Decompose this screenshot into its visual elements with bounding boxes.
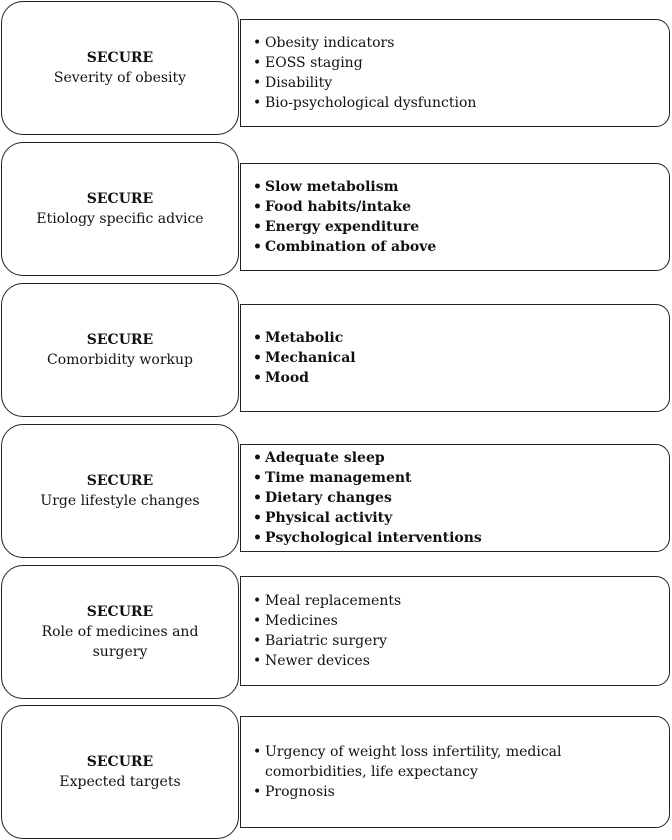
list-item: • Medicines (251, 611, 657, 631)
list-item: • Physical activity (251, 508, 657, 528)
detail-list (251, 448, 657, 548)
list-item: • Mechanical (251, 348, 657, 368)
stage-box-etiology (1, 142, 239, 276)
list-item: • Energy expenditure (251, 217, 657, 237)
stage-subtitle: Severity of obesity (53, 70, 187, 86)
stage-subtitle: Etiology specific advice (36, 211, 204, 227)
list-item: • Newer devices (251, 651, 657, 671)
stage-box-severity (1, 1, 239, 135)
row-comorbidity (0, 282, 672, 418)
list-item: • Obesity indicators (251, 33, 657, 53)
stage-box-lifestyle (1, 424, 239, 558)
list-item: • Metabolic (251, 328, 657, 348)
detail-list (251, 177, 657, 257)
detail-box-comorbidity (240, 304, 670, 412)
stage-title: SECURE (86, 332, 154, 348)
list-item: • Bio-psychological dysfunction (251, 93, 657, 113)
list-item: • Time management (251, 468, 657, 488)
row-targets (0, 704, 672, 840)
list-item: • Dietary changes (251, 488, 657, 508)
list-item: • Slow metabolism (251, 177, 657, 197)
list-item: • Urgency of weight loss infertility, medical comorbidities, life expectancy (251, 742, 657, 782)
list-item: • Bariatric surgery (251, 631, 657, 651)
row-severity (0, 0, 672, 136)
row-medicines (0, 564, 672, 700)
stage-box-targets (1, 705, 239, 839)
stage-subtitle: Urge lifestyle changes (40, 493, 200, 509)
detail-box-etiology (240, 163, 670, 271)
detail-list (251, 33, 657, 113)
list-item: • Food habits/intake (251, 197, 657, 217)
stage-title: SECURE (86, 473, 154, 489)
detail-box-severity (240, 19, 670, 127)
detail-list (251, 742, 657, 802)
stage-title: SECURE (86, 604, 154, 620)
stage-title: SECURE (86, 191, 154, 207)
list-item: • Psychological interventions (251, 528, 657, 548)
row-lifestyle (0, 423, 672, 559)
stage-subtitle: Comorbidity workup (47, 352, 193, 368)
stage-subtitle: Role of medicines and surgery (41, 624, 199, 660)
stage-title: SECURE (86, 50, 154, 66)
list-item: • Disability (251, 73, 657, 93)
list-item: • Meal replacements (251, 591, 657, 611)
list-item: • EOSS staging (251, 53, 657, 73)
list-item: • Combination of above (251, 237, 657, 257)
detail-list (251, 328, 657, 388)
stage-box-medicines (1, 565, 239, 699)
list-item: • Mood (251, 368, 657, 388)
list-item: • Adequate sleep (251, 448, 657, 468)
stage-subtitle: Expected targets (59, 774, 181, 790)
detail-list (251, 591, 657, 671)
detail-box-lifestyle (240, 444, 670, 552)
stage-title: SECURE (86, 754, 154, 770)
detail-box-medicines (240, 576, 670, 686)
detail-box-targets (240, 716, 670, 828)
row-etiology (0, 141, 672, 277)
stage-box-comorbidity (1, 283, 239, 417)
list-item: • Prognosis (251, 782, 657, 802)
